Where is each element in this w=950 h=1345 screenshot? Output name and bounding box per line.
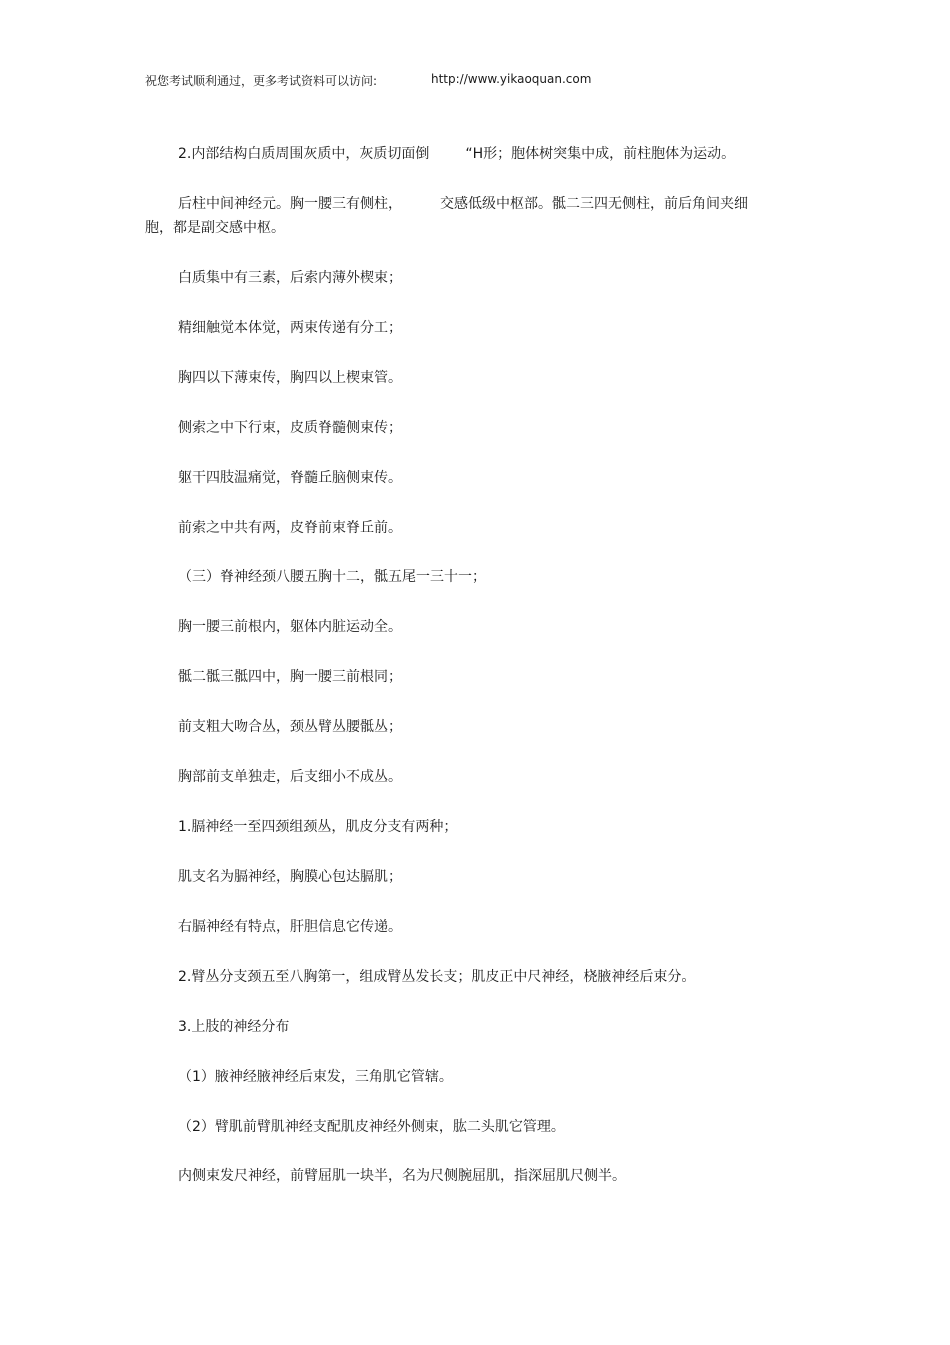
paragraph-2 (178, 194, 748, 214)
paragraph-2-part-b: 交感低级中枢部。骶二三四无侧柱，前后角间夹细 (440, 196, 748, 212)
verse-line-15: 肌支名为膈神经，胸膜心包达膈肌； (178, 869, 402, 885)
verse-line-5: 胸四以下薄束传，胸四以上楔束管。 (178, 370, 402, 386)
verse-line-3: 白质集中有三素，后索内薄外楔束； (178, 270, 402, 286)
verse-line-13: 胸部前支单独走，后支细小不成丛。 (178, 769, 402, 785)
paragraph-2-part-a: 后柱中间神经元。胸一腰三有侧柱， (178, 196, 402, 212)
verse-line-16: 右膈神经有特点，肝胆信息它传递。 (178, 919, 402, 935)
paragraph-1-part-a: 2.内部结构白质周围灰质中，灰质切面倒 (178, 146, 430, 162)
subitem-2: （2）臂肌前臂肌神经支配肌皮神经外侧束，肱二头肌它管理。 (178, 1119, 565, 1135)
paragraph-1-part-b: “H形；胞体树突集中成，前柱胞体为运动。 (465, 146, 736, 162)
verse-line-11: 骶二骶三骶四中，胸一腰三前根同； (178, 669, 402, 685)
verse-line-21: 内侧束发尺神经，前臂屈肌一块半，名为尺侧腕屈肌，指深屈肌尺侧半。 (178, 1168, 626, 1184)
item-1-heading: 1.膈神经一至四颈组颈丛，肌皮分支有两种； (178, 819, 458, 835)
verse-line-8: 前索之中共有两，皮脊前束脊丘前。 (178, 520, 402, 536)
paragraph-2-continuation: 胞，都是副交感中枢。 (145, 220, 285, 236)
section-3-heading: （三）脊神经颈八腰五胸十二，骶五尾一三十一； (178, 569, 486, 585)
item-2-heading: 2.臂丛分支颈五至八胸第一，组成臂丛发长支；肌皮正中尺神经，桡腋神经后束分。 (178, 969, 696, 985)
verse-line-10: 胸一腰三前根内，躯体内脏运动全。 (178, 619, 402, 635)
header-text: 祝您考试顺利通过，更多考试资料可以访问: (145, 74, 378, 88)
page-header (145, 72, 592, 89)
header-url: http://www.yikaoquan.com (431, 72, 592, 86)
verse-line-7: 躯干四肢温痛觉，脊髓丘脑侧束传。 (178, 470, 402, 486)
verse-line-6: 侧索之中下行束，皮质脊髓侧束传； (178, 420, 402, 436)
subitem-1: （1）腋神经腋神经后束发，三角肌它管辖。 (178, 1069, 453, 1085)
verse-line-12: 前支粗大吻合丛，颈丛臂丛腰骶丛； (178, 719, 402, 735)
item-3-heading: 3.上肢的神经分布 (178, 1019, 290, 1035)
verse-line-4: 精细触觉本体觉，两束传递有分工； (178, 320, 402, 336)
paragraph-1 (178, 144, 735, 164)
